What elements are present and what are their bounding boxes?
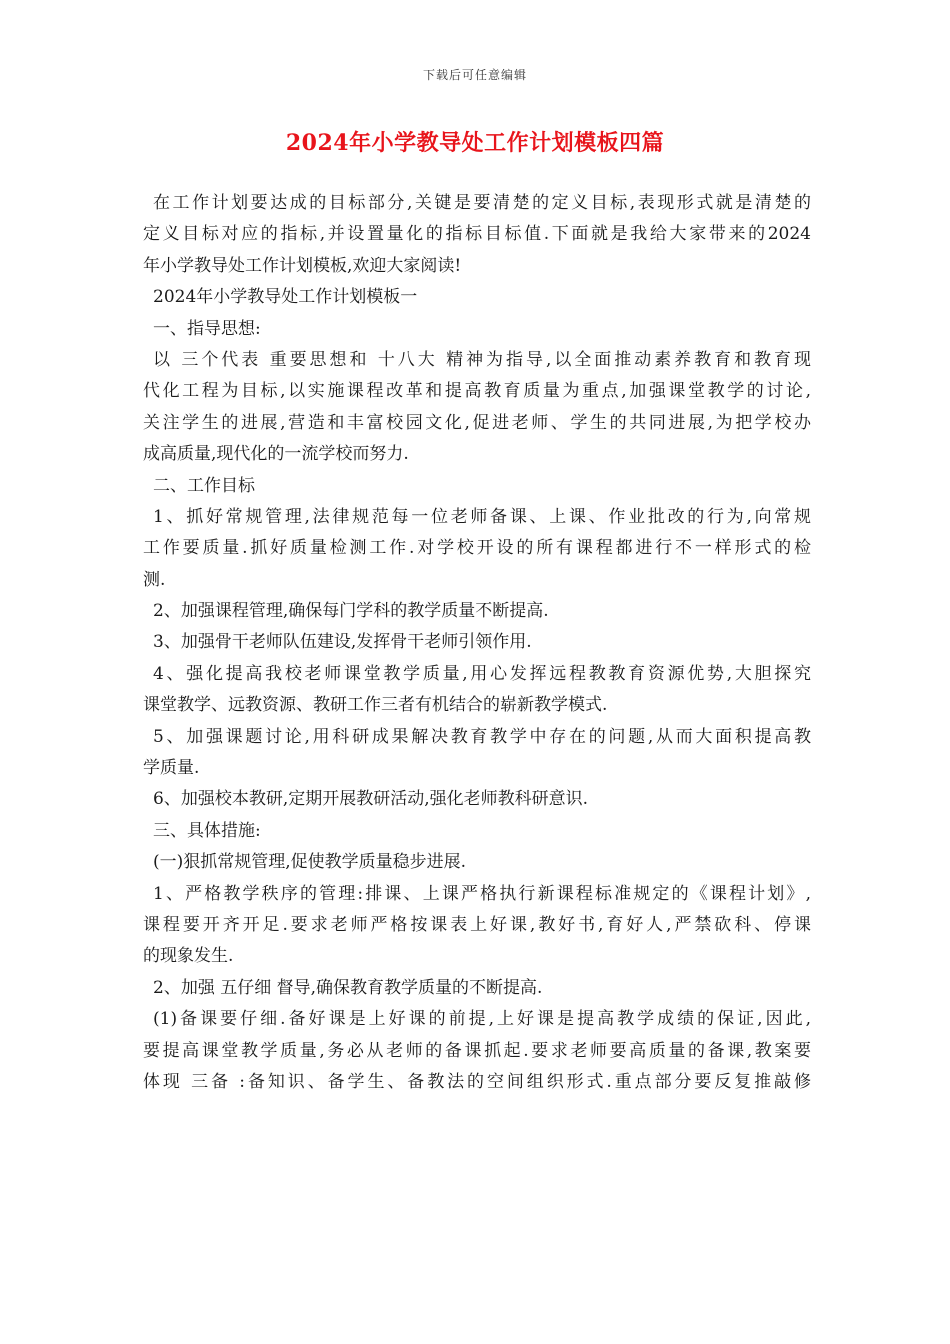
text-line: 4、强化提高我校老师课堂教学质量,用心发挥远程教教育资源优势,大胆探究 bbox=[153, 663, 811, 684]
text-line: 年小学教导处工作计划模板,欢迎大家阅读! bbox=[143, 255, 462, 276]
text-line: 三、具体措施: bbox=[153, 820, 261, 841]
text-line: 的现象发生. bbox=[143, 946, 234, 967]
text-line: 测. bbox=[143, 569, 166, 590]
document-body bbox=[143, 188, 811, 1098]
text-line: 课堂教学、远教资源、教研工作三者有机结合的崭新教学模式. bbox=[143, 695, 608, 716]
download-note: 下载后可任意编辑 bbox=[422, 68, 527, 82]
text-line: 体现 三备 :备知识、备学生、备教法的空间组织形式.重点部分要反复推敲修 bbox=[143, 1071, 811, 1092]
text-line: 1、抓好常规管理,法律规范每一位老师备课、上课、作业批改的行为,向常规 bbox=[153, 506, 811, 527]
text-line: (一)狠抓常规管理,促使教学质量稳步进展. bbox=[153, 852, 467, 873]
text-line: 代化工程为目标,以实施课程改革和提高教育质量为重点,加强课堂教学的讨论, bbox=[143, 381, 811, 402]
text-line: 6、加强校本教研,定期开展教研活动,强化老师教科研意识. bbox=[153, 789, 589, 810]
text-line: 工作要质量.抓好质量检测工作.对学校开设的所有课程都进行不一样形式的检 bbox=[143, 538, 811, 559]
text-line: 关注学生的进展,营造和丰富校园文化,促进老师、学生的共同进展,为把学校办 bbox=[143, 412, 811, 433]
text-line: 2、加强 五仔细 督导,确保教育教学质量的不断提高. bbox=[153, 977, 543, 998]
text-line: 在工作计划要达成的目标部分,关键是要清楚的定义目标,表现形式就是清楚的 bbox=[153, 193, 811, 213]
text-line: 2024年小学教导处工作计划模板一 bbox=[153, 287, 418, 308]
text-line: 3、加强骨干老师队伍建设,发挥骨干老师引领作用. bbox=[153, 632, 532, 653]
text-line: 成高质量,现代化的一流学校而努力. bbox=[143, 444, 409, 465]
text-line: 以 三个代表 重要思想和 十八大 精神为指导,以全面推动素养教育和教育现 bbox=[153, 349, 811, 370]
text-line: 一、指导思想: bbox=[153, 318, 261, 339]
text-line: 二、工作目标 bbox=[153, 475, 255, 496]
text-line: 课程要开齐开足.要求老师严格按课表上好课,教好书,育好人,严禁砍科、停课 bbox=[143, 914, 811, 935]
text-line: 2、加强课程管理,确保每门学科的教学质量不断提高. bbox=[153, 601, 549, 622]
document-title: 2024年小学教导处工作计划模板四篇 bbox=[285, 130, 665, 156]
text-line: (1)备课要仔细.备好课是上好课的前提,上好课是提高教学成绩的保证,因此, bbox=[153, 1009, 811, 1030]
text-line: 学质量. bbox=[143, 758, 200, 779]
text-line: 定义目标对应的指标,并设置量化的指标目标值.下面就是我给大家带来的2024 bbox=[143, 224, 811, 245]
text-line: 1、严格教学秩序的管理:排课、上课严格执行新课程标准规定的《课程计划》, bbox=[153, 883, 811, 904]
text-line: 5、加强课题讨论,用科研成果解决教育教学中存在的问题,从而大面积提高教 bbox=[153, 726, 811, 747]
text-line: 要提高课堂教学质量,务必从老师的备课抓起.要求老师要高质量的备课,教案要 bbox=[143, 1040, 811, 1061]
